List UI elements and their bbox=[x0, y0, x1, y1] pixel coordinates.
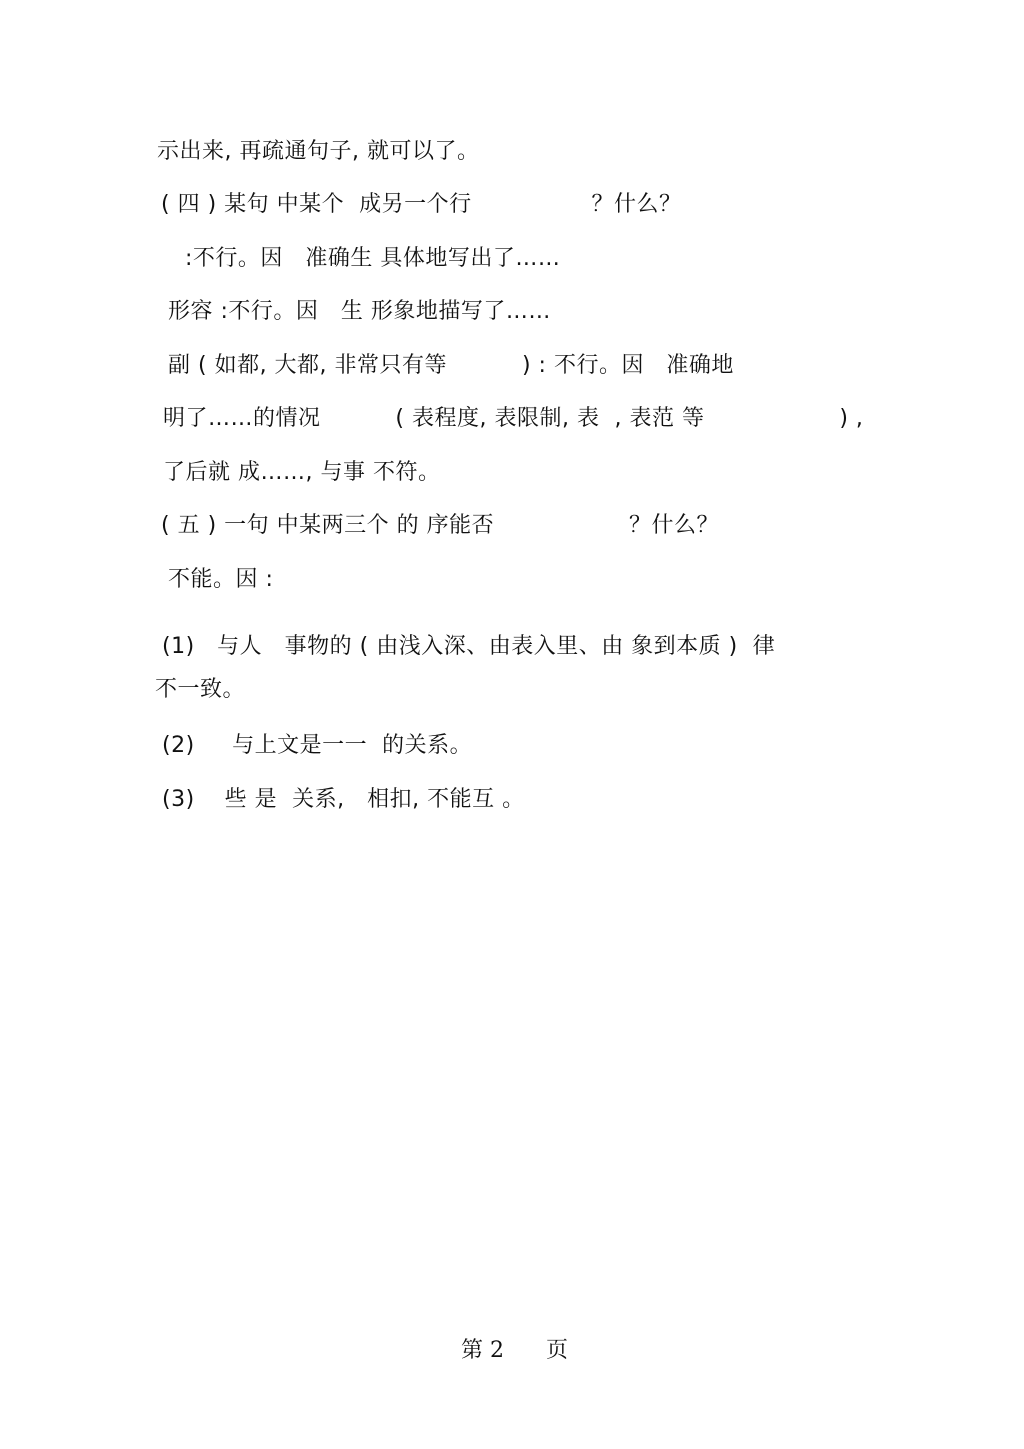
text-line-3: :不行。因 准确生 具体地写出了…… bbox=[170, 246, 561, 271]
section-five-question: ( 五 ) 一句 中某两三个 的 序能否 ？什么？ bbox=[161, 513, 720, 538]
text-line-1: 示出来, 再疏通句子, 就可以了。 bbox=[157, 139, 480, 164]
text-line-5: 副 ( 如都, 大都, 非常只有等 ) : 不行。因 准确地 bbox=[168, 353, 734, 378]
list-item-3: (3) 些 是 关系, 相扣, 不能互 。 bbox=[162, 787, 525, 812]
text-line-9: 不能。因 : bbox=[168, 567, 274, 592]
list-item-1-continued: 不一致。 bbox=[155, 677, 246, 702]
section-four-question: ( 四 ) 某句 中某个 成另一个行 ？什么？ bbox=[161, 192, 682, 217]
text-line-4: 形容 :不行。因 生 形象地描写了…… bbox=[168, 299, 551, 324]
text-line-6: 明了……的情况 ( 表程度, 表限制, 表 , 表范 等 ) , bbox=[163, 406, 864, 431]
list-item-2: (2) 与上文是一一 的关系。 bbox=[162, 733, 473, 758]
list-item-1: (1) 与人 事物的 ( 由浅入深、由表入里、由 象到本质 ) 律 bbox=[162, 634, 776, 659]
page-number: 第 2 页 bbox=[461, 1338, 568, 1363]
text-line-7: 了后就 成……, 与事 不符。 bbox=[163, 460, 441, 485]
